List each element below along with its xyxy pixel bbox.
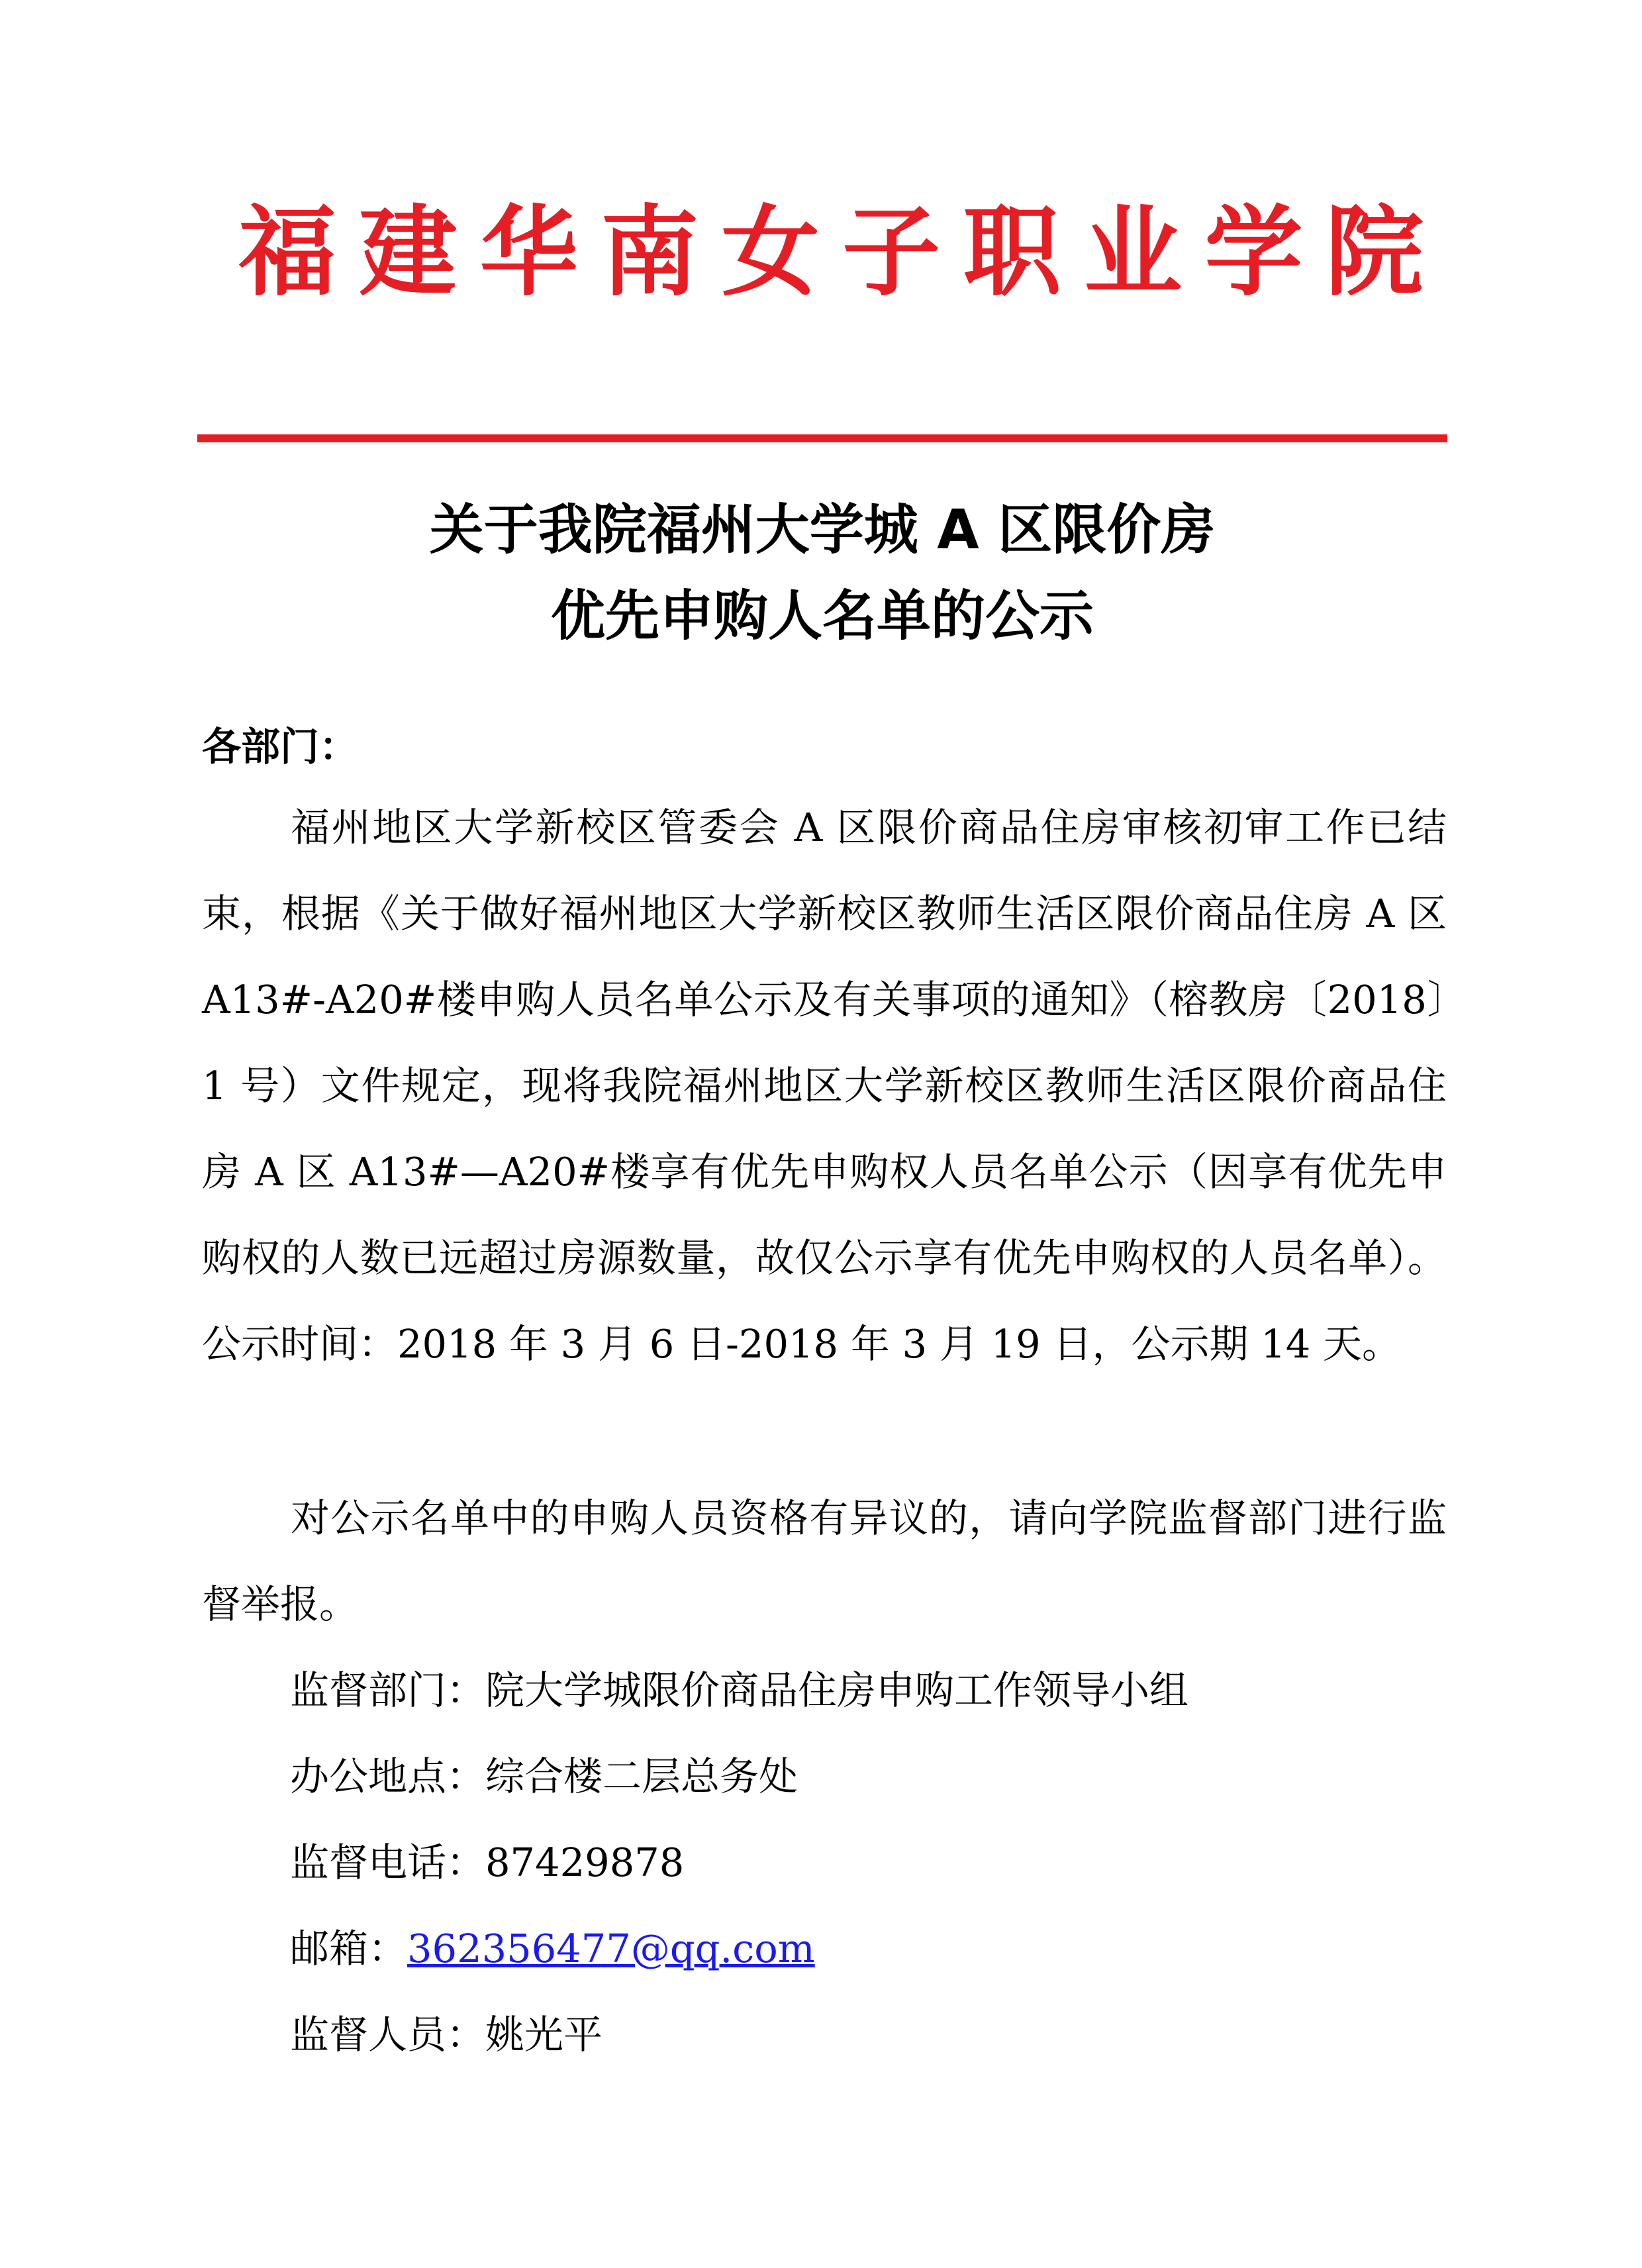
office-location-line <box>290 1734 798 1820</box>
email-line <box>290 1906 815 1992</box>
email-label: 邮箱： <box>290 1926 408 1971</box>
letterhead-institution-name <box>238 192 1424 311</box>
supervision-phone-value: 87429878 <box>485 1840 685 1885</box>
body-paragraph: 对公示名单中的申购人员资格有异议的，请向学院监督部门进行监督举报。 <box>202 1495 1447 1627</box>
letterhead-char: 子 <box>842 194 941 309</box>
letterhead-char: 建 <box>359 194 458 309</box>
letterhead-char: 女 <box>721 194 820 309</box>
supervision-phone-label: 监督电话： <box>290 1840 486 1885</box>
supervision-department-label: 监督部门： <box>290 1667 486 1713</box>
letterhead-char: 院 <box>1325 194 1424 309</box>
document-title-line-2: 优先申购人名单的公示 <box>550 585 1094 648</box>
letterhead-char: 华 <box>479 194 578 309</box>
office-location-label: 办公地点： <box>290 1753 486 1799</box>
supervisor-value: 姚光平 <box>485 2012 603 2057</box>
letterhead-divider <box>197 434 1447 442</box>
supervision-department-line <box>290 1648 1188 1734</box>
document-title-line-1: 关于我院福州大学城 A 区限价房 <box>429 499 1216 562</box>
supervision-phone-line <box>290 1820 684 1906</box>
salutation: 各部门： <box>202 724 359 769</box>
letterhead-char: 福 <box>238 194 336 309</box>
supervisor-label: 监督人员： <box>290 2012 486 2057</box>
supervisor-line <box>290 1992 603 2078</box>
email-link[interactable]: 362356477@qq.com <box>407 1926 815 1971</box>
supervision-department-value: 院大学城限价商品住房申购工作领导小组 <box>485 1667 1189 1713</box>
letterhead-char: 南 <box>601 194 699 309</box>
letterhead-char: 业 <box>1084 194 1183 309</box>
letterhead-char: 职 <box>963 194 1061 309</box>
letterhead-char: 学 <box>1204 194 1303 309</box>
body-paragraph: 福州地区大学新校区管委会 A 区限价商品住房审核初审工作已结束，根据《关于做好福州地区大学新校区教师生活区限价商品住房 A 区 A13#-A20#楼申购人员名单公示及有关事项的通知》（榕教房〔2018〕1 号）文件规定，现将我院福州地区大学新校区教师生活区限价商品住房 A 区 A13#—A20#楼享有优先申购权人员名单公示（因享有优先申购权的人数已远超过房源数量，故仅公示享有优先申购权的人员名单）。公示时间：2018 年 3 月 6 日-2018 年 3 月 19 日，公示期 14 天。 <box>202 805 1447 1367</box>
office-location-value: 综合楼二层总务处 <box>485 1753 798 1799</box>
